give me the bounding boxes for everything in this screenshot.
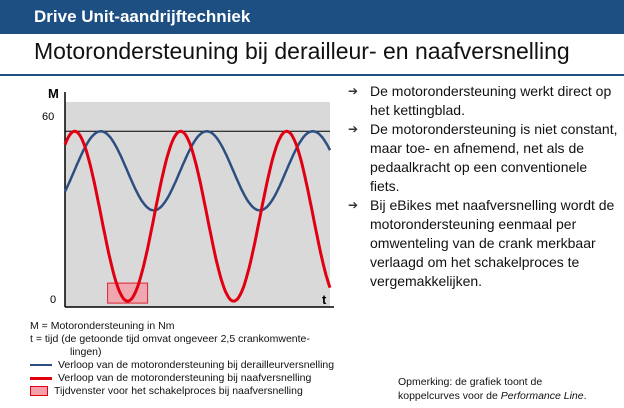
legend-red-text: Verloop van de motorondersteuning bij naafversnelling (58, 372, 312, 384)
legend-item-window (30, 385, 390, 398)
bullet-item (348, 196, 618, 291)
arrow-icon: ➔ (348, 122, 359, 136)
legend-item-blue (30, 359, 390, 372)
note-italic: Performance Line (500, 390, 584, 402)
bullet-list (348, 82, 618, 291)
window-swatch (30, 386, 48, 396)
legend-m: M = Motorondersteuning in Nm (30, 320, 175, 332)
note-line-2 (398, 389, 618, 403)
legend-item-red (30, 372, 390, 385)
title-divider (0, 74, 624, 76)
y-tick-label-0: 0 (50, 294, 57, 306)
footnote (398, 375, 618, 403)
legend-t-cont: lingen) (70, 346, 102, 358)
legend-t: t = tijd (de getoonde tijd omvat ongeveer 2,5 crankomwente- (30, 333, 310, 345)
arrow-icon: ➔ (348, 84, 359, 98)
bullet-item (348, 82, 618, 120)
legend-blue-text: Verloop van de motorondersteuning bij derailleurversnelling (58, 359, 335, 371)
bullet-text: De motorondersteuning werkt direct op het kettingblad. (370, 83, 612, 118)
bullet-text: Bij eBikes met naafversnelling wordt de motorondersteuning eenmaal per omwenteling van de crank merkbaar verlaagd om het schakelproces te vergemakkelijken. (370, 197, 615, 289)
bullet-text: De motorondersteuning is niet constant, maar toe- en afnemend, net als de pedaalkracht op een conventionele fiets. (370, 121, 618, 194)
note-suffix: . (583, 390, 587, 402)
legend-window-text: Tijdvenster voor het schakelproces bij naafversnelling (54, 385, 303, 397)
torque-chart-svg (30, 84, 340, 314)
note-prefix: koppelcurves voor de (398, 390, 501, 402)
x-axis-label: t (322, 292, 327, 307)
arrow-icon: ➔ (348, 198, 359, 212)
page-title: Motorondersteuning bij derailleur- en naafversnelling (34, 38, 570, 64)
torque-chart (30, 84, 340, 314)
bullet-item (348, 120, 618, 196)
chart-legend (30, 320, 390, 398)
section-header: Drive Unit-aandrijftechniek (0, 0, 624, 34)
red-line-swatch (30, 377, 52, 380)
y-axis-label: M (48, 86, 59, 101)
blue-line-swatch (30, 364, 52, 366)
y-tick-label-60: 60 (42, 111, 55, 123)
note-line-1: Opmerking: de grafiek toont de (398, 376, 543, 388)
